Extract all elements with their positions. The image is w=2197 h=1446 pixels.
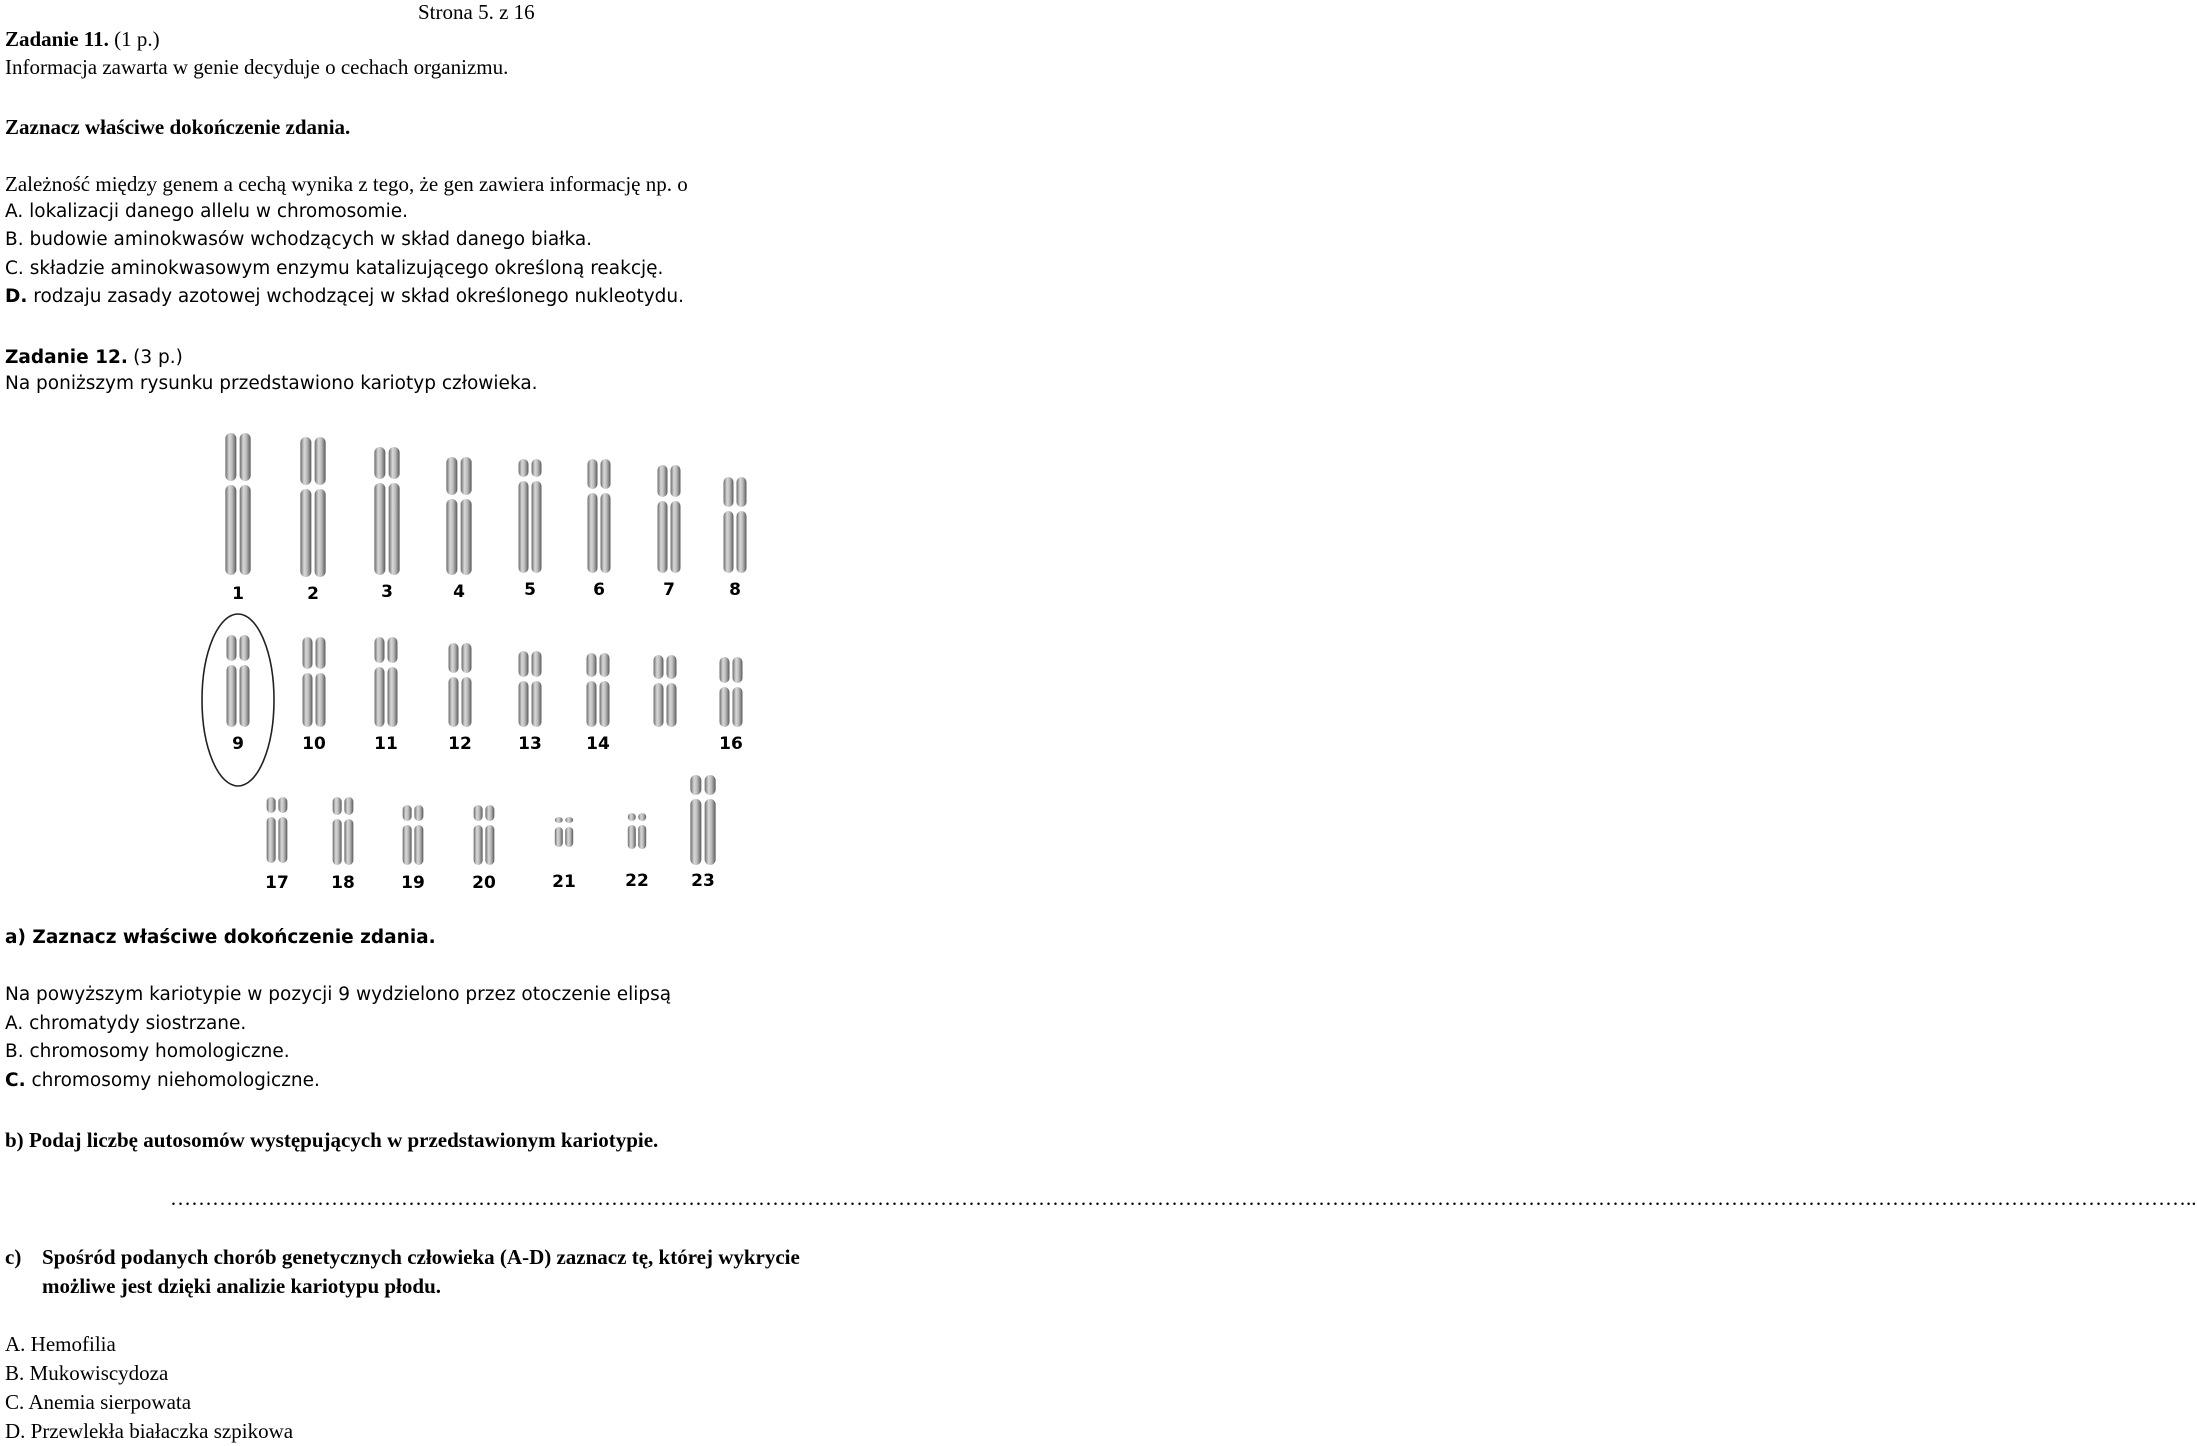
chromosome-arm (375, 637, 385, 663)
chromosome-arm (690, 799, 701, 865)
chromosome-number: 2 (307, 584, 319, 604)
chromosome-arm (300, 489, 311, 577)
chromosome (733, 657, 743, 727)
chromosome (519, 459, 529, 573)
chromosome (333, 797, 342, 865)
task11-intro: Informacja zawarta w genie decyduje o cechach organizmu. (5, 55, 509, 79)
chromosome-arm (737, 511, 747, 573)
chromosome (485, 805, 494, 865)
chromosome-arm (485, 825, 494, 865)
chromosome-arm (485, 805, 494, 821)
chromosome (303, 637, 313, 727)
chromosome-arm (733, 687, 743, 727)
chromosome (555, 817, 563, 847)
chromosome (462, 643, 472, 727)
task12-points: (3 p.) (133, 347, 183, 368)
chromosome-arm (403, 805, 412, 821)
chromosome-arm (316, 637, 326, 669)
chromosome (449, 643, 459, 727)
chromosome-arm (532, 481, 542, 573)
chromosome-arm (519, 459, 529, 477)
chromosome (720, 657, 730, 727)
chromosome-arm (446, 499, 457, 575)
task12c-option-d[interactable]: D. Przewlekła białaczka szpikowa (5, 1419, 294, 1443)
chromosome (316, 637, 326, 727)
chromosome (519, 651, 529, 727)
chromosome-arm (303, 673, 313, 727)
chromosome (588, 459, 598, 573)
chromosome-arm (333, 819, 342, 865)
chromosome-arm (240, 665, 250, 727)
chromosome-arm (267, 817, 276, 863)
chromosome-arm (690, 775, 701, 795)
chromosome-arm (724, 511, 734, 573)
chromosome (638, 813, 646, 849)
chromosomes (225, 433, 746, 865)
chromosome-arm (449, 643, 459, 673)
chromosome-arm (671, 465, 681, 497)
task12a-question: Na powyższym kariotypie w pozycji 9 wydzielono przez otoczenie elipsą (5, 984, 672, 1005)
task11-option-d[interactable]: D. rodzaju zasady azotowej wchodzącej w skład określonego nukleotydu. (5, 286, 685, 307)
task11-question: Zależność między genem a cechą wynika z tego, że gen zawiera informację np. o (5, 172, 688, 196)
chromosome-arm (227, 635, 237, 661)
chromosome (654, 655, 664, 727)
chromosome-arm (654, 683, 664, 727)
chromosome-arm (462, 677, 472, 727)
chromosome-arm (300, 437, 311, 485)
chromosome-arm (638, 813, 646, 821)
chromosome-number: 21 (552, 872, 576, 892)
chromosome-arm (333, 797, 342, 815)
chromosome-arm (588, 459, 598, 489)
task12c-option-c[interactable]: C. Anemia sierpowata (5, 1390, 192, 1414)
chromosome-arm (278, 797, 287, 813)
chromosome-arm (565, 817, 573, 823)
chromosome-number: 8 (729, 580, 741, 600)
chromosome (601, 459, 611, 573)
chromosome (667, 655, 677, 727)
task12a-instruction: a) Zaznacz właściwe dokończenie zdania. (5, 927, 436, 948)
highlight-ellipse (202, 614, 274, 786)
chromosome-arm (601, 493, 611, 573)
chromosome-number: 16 (719, 734, 743, 754)
chromosome-arm (600, 653, 610, 677)
chromosome (658, 465, 668, 573)
chromosome-arm (344, 819, 353, 865)
chromosome (628, 813, 636, 849)
chromosome-arm (532, 459, 542, 477)
chromosome-arm (654, 655, 664, 679)
task12c-option-a[interactable]: A. Hemofilia (5, 1332, 116, 1356)
task12c-label: c) (5, 1245, 22, 1269)
chromosome-arm (315, 489, 326, 577)
task11-option-a[interactable]: A. lokalizacji danego allelu w chromosomie. (5, 201, 408, 222)
chromosome-arm (474, 805, 483, 821)
page-number: Strona 5. z 16 (418, 0, 535, 24)
chromosome-arm (461, 499, 472, 575)
chromosome-arm (705, 799, 716, 865)
chromosome-number: 22 (625, 871, 649, 891)
chromosome (690, 775, 701, 865)
chromosome-number: 17 (265, 873, 289, 893)
chromosome (461, 457, 472, 575)
chromosome-number: 5 (524, 580, 536, 600)
chromosome-arm (601, 459, 611, 489)
chromosome-arm (374, 447, 385, 479)
task12b-instruction: b) Podaj liczbę autosomów występujących w przedstawionym kariotypie. (5, 1128, 659, 1152)
chromosome-number: 9 (232, 734, 244, 754)
chromosome-arm (638, 825, 646, 849)
task12c-instruction-line1: Spośród podanych chorób genetycznych człowieka (A-D) zaznacz tę, której wykrycie (42, 1245, 800, 1269)
chromosome-arm (267, 797, 276, 813)
chromosome (300, 437, 311, 577)
chromosome (240, 635, 250, 727)
chromosome (389, 447, 400, 575)
chromosome (240, 433, 251, 575)
chromosome (474, 805, 483, 865)
chromosome-arm (225, 433, 236, 481)
chromosome-arm (720, 657, 730, 683)
chromosome-arm (532, 651, 542, 677)
task11-heading (5, 29, 160, 50)
chromosome (344, 797, 353, 865)
chromosome-arm (658, 501, 668, 573)
chromosome-arm (658, 465, 668, 497)
task12c-instruction-line2: możliwe jest dzięki analizie kariotypu płodu. (42, 1274, 441, 1298)
chromosome-number: 7 (663, 580, 675, 600)
chromosome-arm (240, 635, 250, 661)
chromosome (315, 437, 326, 577)
chromosome-arm (388, 667, 398, 727)
chromosome (724, 477, 734, 573)
chromosome (705, 775, 716, 865)
chromosome (388, 637, 398, 727)
chromosome-arm (449, 677, 459, 727)
chromosome-arm (587, 681, 597, 727)
chromosome-arm (555, 827, 563, 847)
chromosome-arm (225, 485, 236, 575)
chromosome-arm (375, 667, 385, 727)
chromosome-arm (303, 637, 313, 669)
chromosome (671, 465, 681, 573)
chromosome (403, 805, 412, 865)
task12a-option-b[interactable]: B. chromosomy homologiczne. (5, 1041, 290, 1062)
chromosome (414, 805, 423, 865)
chromosome-arm (733, 657, 743, 683)
chromosome-arm (588, 493, 598, 573)
task11-title: Zadanie 11. (5, 27, 109, 51)
chromosome (267, 797, 276, 863)
chromosome-arm (414, 825, 423, 865)
chromosome (278, 797, 287, 863)
chromosome-arm (628, 825, 636, 849)
task12a-option-c[interactable]: C. chromosomy niehomologiczne. (5, 1070, 320, 1091)
chromosome-number: 6 (593, 580, 605, 600)
chromosome-arm (414, 805, 423, 821)
chromosome-arm (316, 673, 326, 727)
chromosome-arm (344, 797, 353, 815)
chromosome-arm (446, 457, 457, 495)
chromosome (446, 457, 457, 575)
chromosome-arm (667, 683, 677, 727)
chromosome-arm (403, 825, 412, 865)
task11-points: (1 p.) (114, 27, 160, 51)
chromosome (565, 817, 573, 847)
chromosome-arm (227, 665, 237, 727)
chromosome-number: 23 (691, 871, 715, 891)
chromosome-number: 1 (232, 584, 244, 604)
chromosome-number: 19 (401, 873, 425, 893)
task12a-option-a[interactable]: A. chromatydy siostrzane. (5, 1013, 247, 1034)
chromosome-arm (724, 477, 734, 507)
chromosome-arm (720, 687, 730, 727)
task12c-option-b[interactable]: B. Mukowiscydoza (5, 1361, 169, 1385)
chromosome (225, 433, 236, 575)
chromosome-arm (240, 485, 251, 575)
chromosome-number: 4 (453, 582, 465, 602)
chromosome-arm (315, 437, 326, 485)
chromosome-arm (628, 813, 636, 821)
chromosome-arm (671, 501, 681, 573)
chromosome-arm (519, 651, 529, 677)
chromosome-arm (389, 447, 400, 479)
chromosome-arm (474, 825, 483, 865)
chromosome-arm (737, 477, 747, 507)
task12-intro: Na poniższym rysunku przedstawiono kariotyp człowieka. (5, 373, 538, 394)
karyotype-figure (190, 425, 770, 895)
chromosome-arm (388, 637, 398, 663)
chromosome (227, 635, 237, 727)
chromosome-arm (461, 457, 472, 495)
chromosome-number: 13 (518, 734, 542, 754)
chromosome-arm (532, 681, 542, 727)
chromosome-arm (278, 817, 287, 863)
chromosome (532, 651, 542, 727)
chromosome (600, 653, 610, 727)
chromosome-number: 12 (448, 734, 472, 754)
task11-instruction: Zaznacz właściwe dokończenie zdania. (5, 115, 351, 139)
chromosome-arm (565, 827, 573, 847)
chromosome-arm (374, 483, 385, 575)
chromosome-number: 10 (302, 734, 326, 754)
chromosome (375, 637, 385, 727)
chromosome-arm (587, 653, 597, 677)
task11-option-c[interactable]: C. składzie aminokwasowym enzymu katalizującego określoną reakcję. (5, 258, 664, 279)
task12b-answer-line[interactable]: ……………………………………………………………………………………………………………………………………………………………………………………………………………………………………………………………….. (170, 1186, 2197, 1210)
chromosome-arm (519, 681, 529, 727)
chromosome-arm (240, 433, 251, 481)
chromosome-arm (667, 655, 677, 679)
task12-heading (5, 346, 183, 368)
chromosome-number: 14 (586, 734, 610, 754)
task11-option-b[interactable]: B. budowie aminokwasów wchodzących w skład danego białka. (5, 229, 593, 250)
chromosome-arm (462, 643, 472, 673)
chromosome-number: 20 (472, 873, 496, 893)
chromosome-arm (389, 483, 400, 575)
chromosome (587, 653, 597, 727)
chromosome-number: 18 (331, 873, 355, 893)
chromosome-number: 3 (381, 582, 393, 602)
chromosome (737, 477, 747, 573)
chromosome-arm (705, 775, 716, 795)
chromosome-arm (555, 817, 563, 823)
task12-title: Zadanie 12. (5, 347, 128, 368)
chromosome (374, 447, 385, 575)
chromosome (532, 459, 542, 573)
chromosome-number: 11 (374, 734, 398, 754)
chromosome-arm (600, 681, 610, 727)
chromosome-arm (519, 481, 529, 573)
